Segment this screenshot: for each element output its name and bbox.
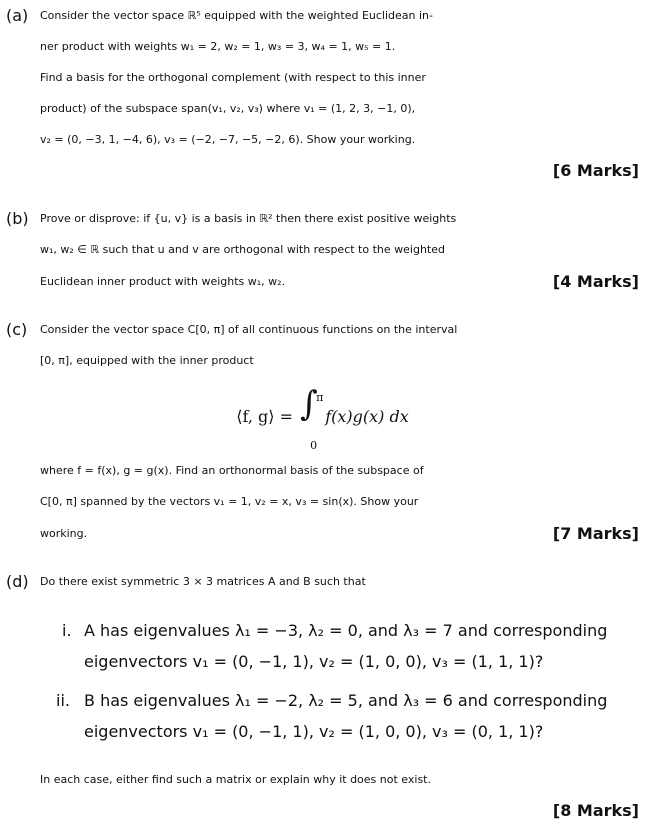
part-d-ii-label: ii. [56,691,70,710]
part-c-line-2: [0, π], equipped with the inner product [40,354,254,367]
formula-lhs: ⟨f, g⟩ = [236,406,294,426]
part-a-line-2: ner product with weights w₁ = 2, w₂ = 1, w₃ = 3, w₄ = 1, w₅ = 1. [40,40,396,53]
part-d-marks: [8 Marks] [552,801,639,820]
part-a-marks: [6 Marks] [552,161,639,180]
part-b-line-3: Euclidean inner product with weights w₁, w₂. [40,275,286,288]
part-c-label: (c) [6,320,28,339]
part-d-ii-line-1: B has eigenvalues λ₁ = −2, λ₂ = 5, and λ₃ = 6 and corresponding [84,691,608,710]
part-a-label: (a) [6,6,29,25]
integral-lower-limit: 0 [310,439,318,452]
part-a-line-5: v₂ = (0, −3, 1, −4, 6), v₃ = (−2, −7, −5, −2, 6). Show your working. [40,133,416,146]
part-b-line-1: Prove or disprove: if {u, v} is a basis in ℝ² then there exist positive weights [40,212,457,225]
part-d-line-1: Do there exist symmetric 3 × 3 matrices A and B such that [40,575,366,588]
part-d-ii-line-2: eigenvectors v₁ = (0, −1, 1), v₂ = (1, 0, 0), v₃ = (0, 1, 1)? [84,722,544,741]
part-c-line-5: working. [40,527,88,540]
part-d-i-label: i. [62,621,72,640]
part-d-i-line-2: eigenvectors v₁ = (0, −1, 1), v₂ = (1, 0, 0), v₃ = (1, 1, 1)? [84,652,544,671]
part-a-line-4: product) of the subspace span(v₁, v₂, v₃) where v₁ = (1, 2, 3, −1, 0), [40,102,416,115]
part-c-line-1: Consider the vector space C[0, π] of all continuous functions on the interval [40,323,458,336]
part-b-marks: [4 Marks] [552,272,639,291]
part-b-label: (b) [6,209,29,228]
part-a-line-1: Consider the vector space ℝ⁵ equipped with the weighted Euclidean in- [40,9,434,22]
integral-sign: ∫ π 0 [298,392,320,446]
part-a-line-3: Find a basis for the orthogonal complement (with respect to this inner [40,71,426,84]
formula-rhs: f(x)g(x) dx [325,406,409,426]
part-c-marks: [7 Marks] [552,524,639,543]
part-b-line-2: w₁, w₂ ∈ ℝ such that u and v are orthogonal with respect to the weighted [40,243,445,256]
part-d-closing: In each case, either find such a matrix or explain why it does not exist. [40,773,431,786]
integral-upper-limit: π [316,391,324,404]
part-d-i-line-1: A has eigenvalues λ₁ = −3, λ₂ = 0, and λ₃ = 7 and corresponding [84,621,608,640]
part-c-line-3: where f = f(x), g = g(x). Find an orthonormal basis of the subspace of [40,464,424,477]
inner-product-formula [0,384,645,452]
part-c-line-4: C[0, π] spanned by the vectors v₁ = 1, v₂ = x, v₃ = sin(x). Show your [40,495,419,508]
part-d-label: (d) [6,572,29,591]
